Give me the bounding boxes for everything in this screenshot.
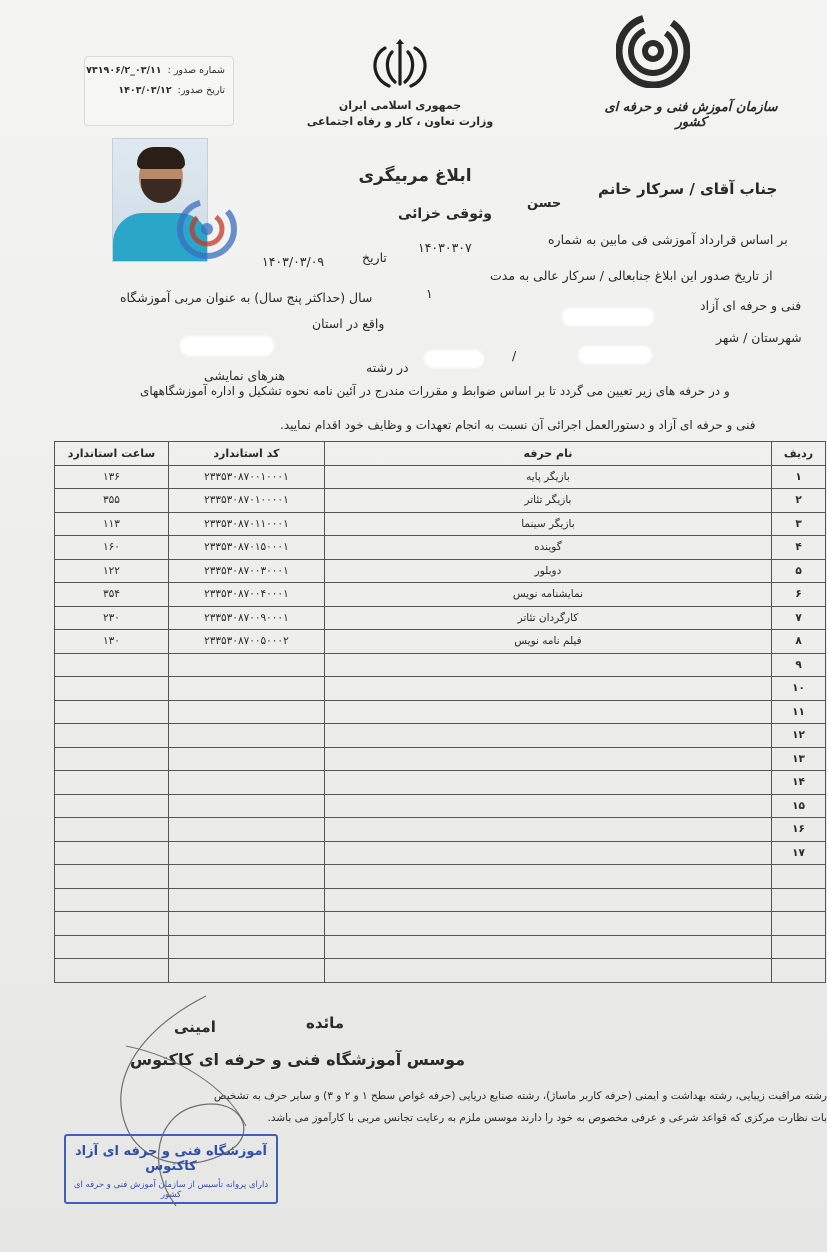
row-number-cell bbox=[772, 865, 826, 889]
col-name-header: نام حرفه bbox=[324, 442, 771, 466]
institute-type-text: فنی و حرفه ای آزاد bbox=[700, 298, 802, 313]
standard-hours-cell: ۳۵۵ bbox=[55, 489, 169, 513]
standard-hours-cell bbox=[55, 841, 169, 865]
table-row bbox=[55, 536, 826, 560]
standard-hours-cell: ۲۳۰ bbox=[55, 606, 169, 630]
duration-end-text: سال (حداکثر پنج سال) به عنوان مربی آموزشگاه bbox=[120, 290, 373, 305]
standard-hours-cell bbox=[55, 794, 169, 818]
contract-text: بر اساس قرارداد آموزشی فی مابین به شماره bbox=[548, 232, 788, 247]
standard-code-cell bbox=[168, 747, 324, 771]
profession-table bbox=[54, 441, 826, 983]
standard-hours-cell: ۱۶۰ bbox=[55, 536, 169, 560]
row-number-cell: ۲ bbox=[772, 489, 826, 513]
standard-hours-cell bbox=[55, 818, 169, 842]
standard-code-cell: ۲۳۳۵۳۰۸۷۰۰۴۰۰۰۱ bbox=[168, 583, 324, 607]
note-line-2: بات نظارت مرکزی که قواعد شرعی و عرفی مخصوص به خود را دارند موسس ملزم به رعایت تجانس مربی با کارآموز می باشد. bbox=[267, 1112, 827, 1124]
table-row bbox=[55, 794, 826, 818]
row-number-cell: ۸ bbox=[772, 630, 826, 654]
contract-date: ۱۴۰۳/۰۳/۰۹ bbox=[262, 254, 325, 269]
standard-hours-cell bbox=[55, 677, 169, 701]
row-number-cell: ۱۵ bbox=[772, 794, 826, 818]
table-row bbox=[55, 465, 826, 489]
gov-line-1: جمهوری اسلامی ایران bbox=[338, 99, 462, 112]
redacted-province bbox=[180, 336, 274, 356]
gov-line-2: وزارت تعاون ، کار و رفاه اجتماعی bbox=[306, 115, 494, 128]
standard-code-cell: ۲۳۳۵۳۰۸۷۰۰۳۰۰۰۱ bbox=[168, 559, 324, 583]
standard-code-cell bbox=[168, 865, 324, 889]
director-first-name: مائده bbox=[306, 1014, 345, 1032]
profession-name-cell bbox=[324, 653, 771, 677]
row-number-cell bbox=[772, 959, 826, 983]
standard-code-cell: ۲۳۳۵۳۰۸۷۰۱۱۰۰۰۱ bbox=[168, 512, 324, 536]
row-number-cell: ۱۲ bbox=[772, 724, 826, 748]
profession-name-cell bbox=[324, 771, 771, 795]
government-title bbox=[300, 98, 500, 130]
standard-hours-cell bbox=[55, 747, 169, 771]
issue-info-box bbox=[84, 56, 234, 126]
row-number-cell: ۶ bbox=[772, 583, 826, 607]
table-row bbox=[55, 724, 826, 748]
issue-number-label: شماره صدور : bbox=[167, 65, 225, 76]
table-header-row bbox=[55, 442, 826, 466]
standard-hours-cell: ۳۵۴ bbox=[55, 583, 169, 607]
standard-hours-cell bbox=[55, 959, 169, 983]
standard-code-cell bbox=[168, 888, 324, 912]
redacted-city bbox=[578, 346, 652, 364]
row-number-cell bbox=[772, 935, 826, 959]
institute-stamp bbox=[64, 1134, 278, 1204]
trainer-last-name: وثوقی خزائی bbox=[398, 206, 492, 222]
standard-hours-cell: ۱۳۰ bbox=[55, 630, 169, 654]
row-number-cell: ۱۶ bbox=[772, 818, 826, 842]
profession-name-cell bbox=[324, 794, 771, 818]
row-number-cell: ۴ bbox=[772, 536, 826, 560]
organization-seal-icon bbox=[176, 198, 238, 260]
city-label: شهرستان / شهر bbox=[716, 330, 802, 345]
table-row bbox=[55, 818, 826, 842]
standard-hours-cell bbox=[55, 700, 169, 724]
profession-name-cell bbox=[324, 818, 771, 842]
table-row bbox=[55, 630, 826, 654]
standard-code-cell bbox=[168, 653, 324, 677]
standard-code-cell: ۲۳۳۵۳۰۸۷۰۰۹۰۰۰۱ bbox=[168, 606, 324, 630]
col-hours-header: ساعت استاندارد bbox=[55, 442, 169, 466]
table-row bbox=[55, 700, 826, 724]
table-row bbox=[55, 841, 826, 865]
standard-code-cell bbox=[168, 841, 324, 865]
row-number-cell: ۱۷ bbox=[772, 841, 826, 865]
table-body bbox=[55, 465, 826, 982]
standard-code-cell bbox=[168, 677, 324, 701]
standard-code-cell: ۲۳۳۵۳۰۸۷۰۱۵۰۰۰۱ bbox=[168, 536, 324, 560]
director-last-name: امینی bbox=[174, 1018, 216, 1036]
profession-name-cell bbox=[324, 724, 771, 748]
issue-number: ۰۳/۱۱_۷۳۱۹۰۶/۲ bbox=[86, 65, 162, 76]
col-code-header: کد استاندارد bbox=[168, 442, 324, 466]
letter-title: ابلاغ مربیگری bbox=[358, 166, 472, 186]
standard-hours-cell bbox=[55, 888, 169, 912]
standard-hours-cell: ۱۲۲ bbox=[55, 559, 169, 583]
profession-name-cell bbox=[324, 677, 771, 701]
profession-name-cell bbox=[324, 747, 771, 771]
profession-name-cell bbox=[324, 888, 771, 912]
issue-date: ۱۴۰۳/۰۳/۱۲ bbox=[118, 85, 172, 96]
issue-date-label: تاریخ صدور: bbox=[177, 85, 225, 96]
note-line-1: رشته مراقبت زیبایی، رشته بهداشت و ایمنی (حرفه کاربر ماساژ)، رشته صنایع دریایی (حرفه غواص سطح ۱ و ۲ و ۳) و سایر حرف به تشخیص bbox=[213, 1090, 827, 1102]
standard-hours-cell bbox=[55, 935, 169, 959]
profession-name-cell bbox=[324, 935, 771, 959]
duration-text: از تاریخ صدور این ابلاغ جنابعالی / سرکار عالی به مدت bbox=[490, 268, 773, 283]
standard-hours-cell bbox=[55, 912, 169, 936]
standard-code-cell: ۲۳۳۵۳۰۸۷۰۰۱۰۰۰۱ bbox=[168, 465, 324, 489]
table-row bbox=[55, 865, 826, 889]
profession-name-cell bbox=[324, 912, 771, 936]
stamp-line-2: دارای پروانه تأسیس از سازمان آموزش فنی و حرفه ای کشور bbox=[73, 1180, 269, 1200]
table-row bbox=[55, 747, 826, 771]
row-number-cell: ۳ bbox=[772, 512, 826, 536]
profession-name-cell bbox=[324, 841, 771, 865]
table-row bbox=[55, 559, 826, 583]
standard-code-cell bbox=[168, 959, 324, 983]
redacted-institute-name bbox=[562, 308, 654, 326]
addressee-label: جناب آقای / سرکار خانم bbox=[598, 180, 778, 198]
field-value: هنرهای نمایشی bbox=[204, 368, 285, 383]
standard-hours-cell bbox=[55, 653, 169, 677]
standard-hours-cell bbox=[55, 771, 169, 795]
regulation-text: و در حرفه های زیر تعیین می گردد تا بر اساس ضوابط و مقررات مندرج در آئین نامه نحوه تشکیل و اداره آموزشگاههای bbox=[140, 384, 730, 398]
stamp-line-1: آموزشگاه فنی و حرفه ای آزاد کاکتوس bbox=[74, 1144, 267, 1174]
standard-hours-cell bbox=[55, 724, 169, 748]
table-row bbox=[55, 489, 826, 513]
table-row bbox=[55, 677, 826, 701]
row-number-cell: ۹ bbox=[772, 653, 826, 677]
table-row bbox=[55, 771, 826, 795]
standard-code-cell bbox=[168, 935, 324, 959]
standard-code-cell bbox=[168, 700, 324, 724]
standard-code-cell: ۲۳۳۵۳۰۸۷۰۰۵۰۰۰۲ bbox=[168, 630, 324, 654]
row-number-cell bbox=[772, 888, 826, 912]
standard-hours-cell: ۱۱۳ bbox=[55, 512, 169, 536]
row-number-cell: ۷ bbox=[772, 606, 826, 630]
institute-founder: موسس آموزشگاه فنی و حرفه ای کاکتوس bbox=[130, 1050, 466, 1069]
table-row bbox=[55, 888, 826, 912]
profession-name-cell: فیلم نامه نویس bbox=[324, 630, 771, 654]
province-label: واقع در استان bbox=[312, 316, 385, 331]
duration-value: ۱ bbox=[426, 286, 433, 301]
table-row bbox=[55, 935, 826, 959]
contract-date-label: تاریخ bbox=[362, 250, 387, 265]
row-number-cell bbox=[772, 912, 826, 936]
obligation-text: فنی و حرفه ای آزاد و دستورالعمل اجرائی آن نسبت به انجام تعهدات و وظایف خود اقدام نمایید. bbox=[280, 418, 756, 432]
standard-hours-cell bbox=[55, 865, 169, 889]
redacted-county bbox=[424, 350, 484, 368]
field-label: در رشته bbox=[366, 360, 409, 375]
profession-name-cell: نمایشنامه نویس bbox=[324, 583, 771, 607]
row-number-cell: ۱۳ bbox=[772, 747, 826, 771]
standard-code-cell bbox=[168, 724, 324, 748]
row-number-cell: ۱۰ bbox=[772, 677, 826, 701]
col-no-header: ردیف bbox=[772, 442, 826, 466]
profession-name-cell: کارگردان تئاتر bbox=[324, 606, 771, 630]
row-number-cell: ۱۱ bbox=[772, 700, 826, 724]
table-row bbox=[55, 583, 826, 607]
profession-name-cell: دوبلور bbox=[324, 559, 771, 583]
standard-hours-cell: ۱۳۶ bbox=[55, 465, 169, 489]
standard-code-cell: ۲۳۳۵۳۰۸۷۰۱۰۰۰۰۱ bbox=[168, 489, 324, 513]
city-separator: / bbox=[512, 348, 517, 363]
standard-code-cell bbox=[168, 818, 324, 842]
table-row bbox=[55, 653, 826, 677]
iran-emblem-icon bbox=[361, 38, 439, 94]
table-row bbox=[55, 912, 826, 936]
organization-name: سازمان آموزش فنی و حرفه ای کشور bbox=[604, 100, 778, 130]
row-number-cell: ۵ bbox=[772, 559, 826, 583]
trainer-first-name: حسن bbox=[527, 196, 562, 211]
profession-name-cell bbox=[324, 700, 771, 724]
standard-code-cell bbox=[168, 912, 324, 936]
standard-code-cell bbox=[168, 771, 324, 795]
profession-name-cell bbox=[324, 865, 771, 889]
table-row bbox=[55, 959, 826, 983]
profession-name-cell: گوینده bbox=[324, 536, 771, 560]
contract-number: ۱۴۰۳۰۳۰۷ bbox=[418, 240, 472, 255]
standard-code-cell bbox=[168, 794, 324, 818]
profession-name-cell: بازیگر پایه bbox=[324, 465, 771, 489]
profession-name-cell bbox=[324, 959, 771, 983]
table-row bbox=[55, 512, 826, 536]
profession-name-cell: بازیگر سینما bbox=[324, 512, 771, 536]
tvto-logo-icon bbox=[616, 14, 690, 88]
row-number-cell: ۱۴ bbox=[772, 771, 826, 795]
row-number-cell: ۱ bbox=[772, 465, 826, 489]
profession-name-cell: بازیگر تئاتر bbox=[324, 489, 771, 513]
table-row bbox=[55, 606, 826, 630]
